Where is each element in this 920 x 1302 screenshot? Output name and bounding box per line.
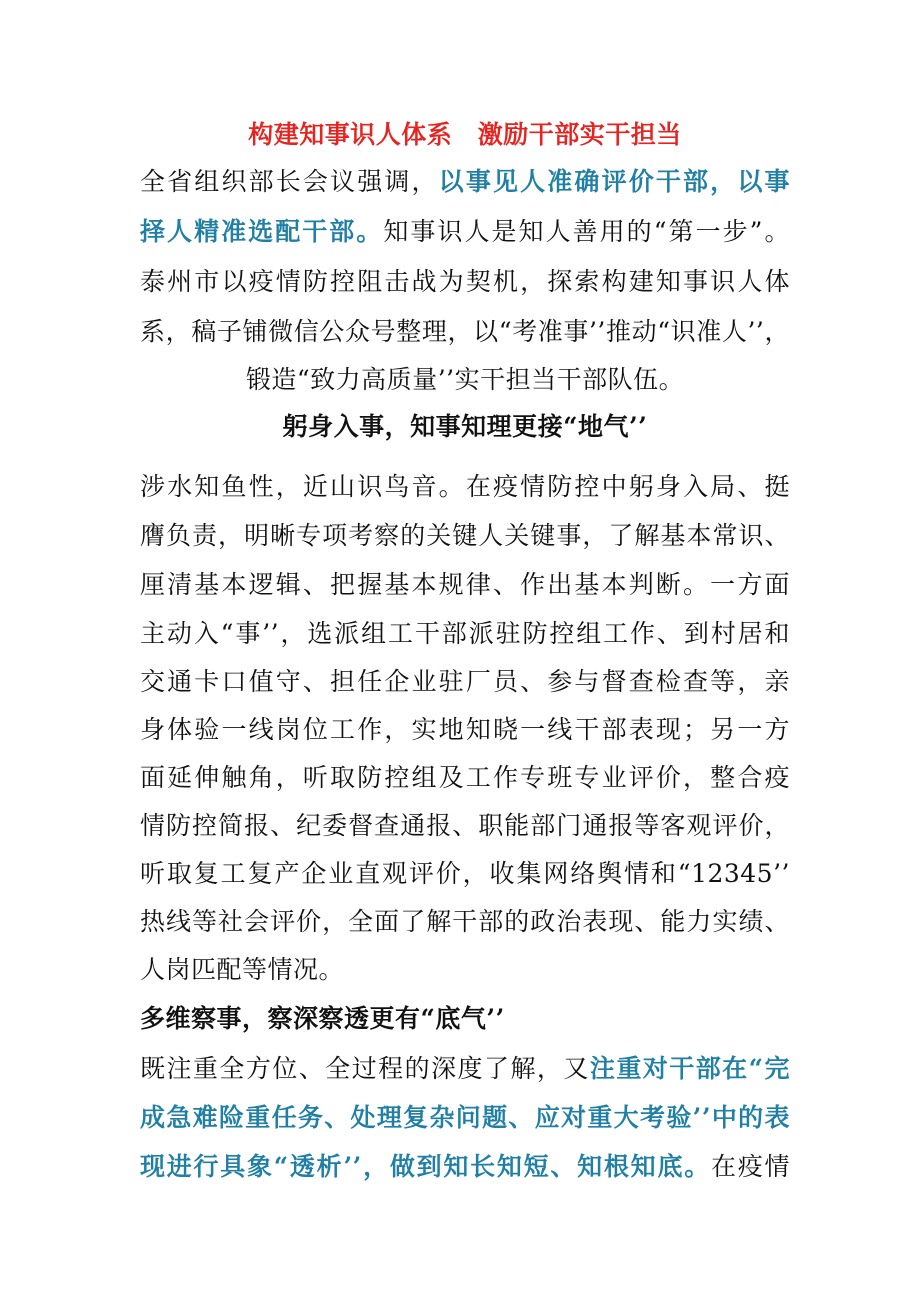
intro-highlight: 择人精准选配干部。 — [140, 217, 384, 246]
section1-line: 主动入“事’’，选派组工干部派驻防控组工作、到村居和 — [140, 619, 790, 648]
section2-line-1 — [140, 1052, 790, 1086]
intro-line-1 — [140, 165, 790, 199]
section1-line: 情防控简报、纪委督查通报、职能部门通报等客观评价， — [140, 811, 790, 840]
section1-line: 听取复工复产企业直观评价，收集网络舆情和“12345’’ — [140, 859, 790, 888]
intro-text: 全省组织部长会议强调， — [140, 167, 439, 196]
section1-line: 身体验一线岗位工作，实地知晓一线干部表现；另一方 — [140, 715, 790, 744]
section1-line: 交通卡口值守、担任企业驻厂员、参与督查检查等，亲 — [140, 667, 790, 696]
intro-line-5: 锻造“致力高质量’’实干担当干部队伍。 — [245, 365, 685, 394]
section2-highlight: 注重对干部在“完 — [589, 1054, 790, 1083]
section2-heading: 多维察事，察深察透更有“底气’’ — [140, 1004, 505, 1033]
section2-line-3 — [140, 1150, 790, 1184]
section1-line: 厘清基本逻辑、把握基本规律、作出基本判断。一方面 — [140, 570, 790, 599]
section2-text: 在疫情 — [710, 1152, 790, 1181]
section1-line: 涉水知鱼性，近山识鸟音。在疫情防控中躬身入局、挺 — [140, 472, 790, 501]
section1-line: 膺负责，明晰专项考察的关键人关键事，了解基本常识、 — [140, 521, 790, 550]
section1-line: 人岗匹配等情况。 — [140, 955, 345, 984]
intro-line-2 — [140, 215, 790, 249]
intro-text: 知事识人是知人善用的“第一步”。 — [383, 217, 790, 246]
section1-line: 热线等社会评价，全面了解干部的政治表现、能力实绩、 — [140, 907, 790, 936]
section1-heading: 躬身入事，知事知理更接“地气’’ — [282, 412, 648, 441]
section2-highlight: 现进行具象“透析’’，做到知长知短、知根知底。 — [140, 1152, 711, 1181]
section2-text: 既注重全方位、全过程的深度了解，又 — [140, 1054, 590, 1083]
section1-line: 面延伸触角，听取防控组及工作专班专业评价，整合疫 — [140, 763, 790, 792]
section2-line-2: 成急难险重任务、处理复杂问题、应对重大考验’’中的表 — [140, 1103, 790, 1132]
intro-line-3: 泰州市以疫情防控阻击战为契机，探索构建知事识人体 — [140, 267, 790, 296]
intro-line-4: 系，稿子铺微信公众号整理，以“考准事’’推动“识准人’’， — [140, 317, 790, 346]
document-title: 构建知事识人体系 激励干部实干担当 — [248, 120, 682, 149]
intro-highlight: 以事见人准确评价干部，以事 — [438, 167, 790, 196]
